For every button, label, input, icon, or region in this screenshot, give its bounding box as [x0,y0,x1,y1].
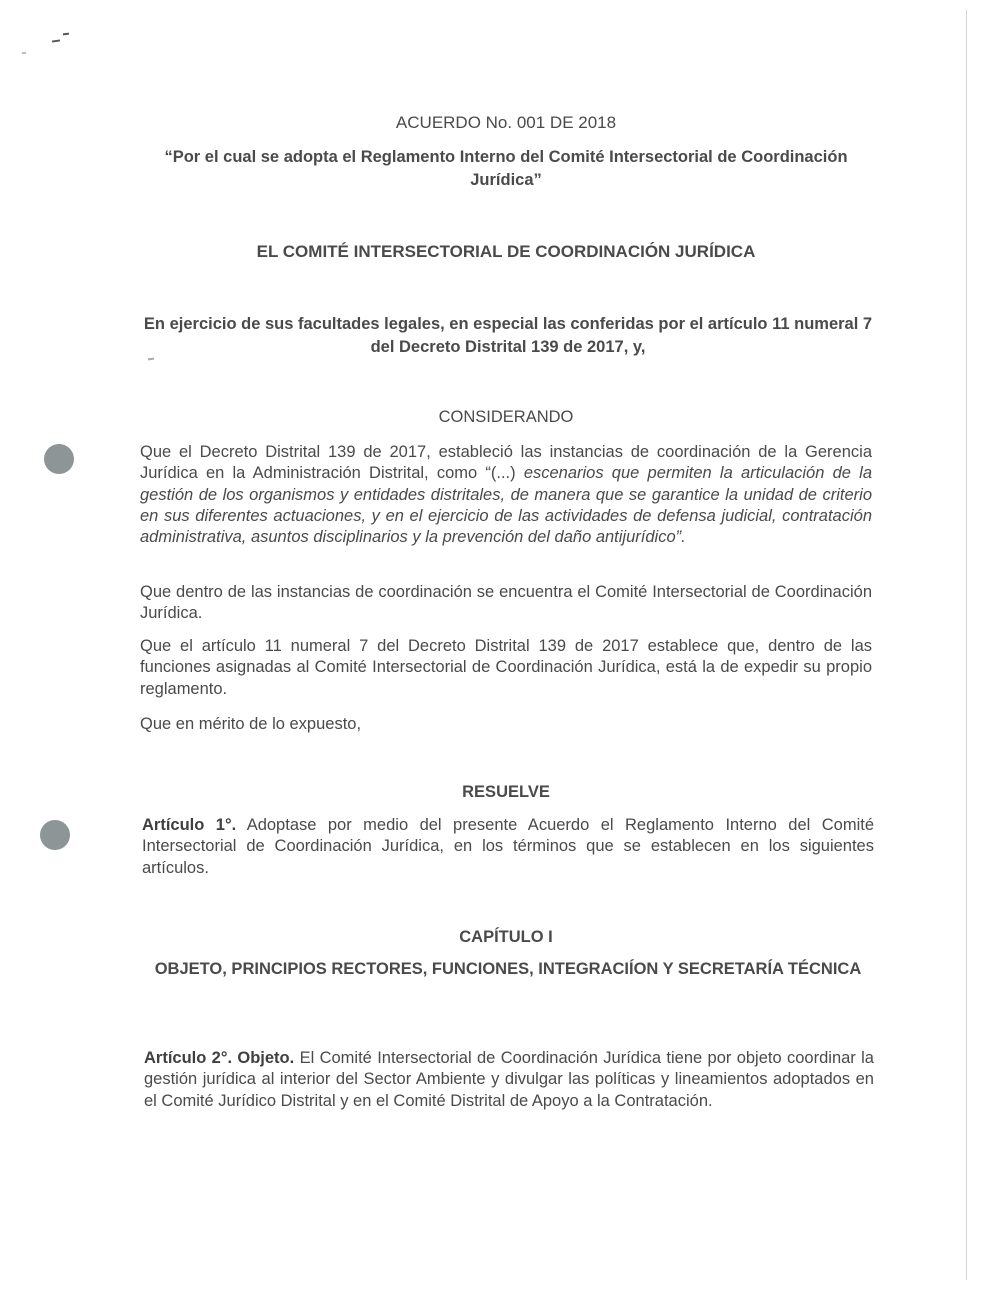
consideration-1-quote: escenarios que permiten la articulación de la gestión de los organismos y entidades distritales, de manera que se garantice la unidad de criterio en sus diferentes actuaciones, y en el ejercicio de las actividades de defensa judicial, contratación administrativa, asuntos disciplinarios y la prevención del daño antijurídico”. [140,464,872,547]
scan-mark [63,33,69,36]
scan-mark [52,39,60,42]
chapter-heading: CAPÍTULO I [459,928,553,946]
faculties-statement: En ejercicio de sus facultades legales, en especial las conferidas por el artículo 11 numeral 7 del Decreto Distrital 139 de 2017, y, [143,315,873,356]
consideration-paragraph-4: Que en mérito de lo expuesto, [140,715,362,733]
document-subtitle: “Por el cual se adopta el Reglamento Interno del Comité Intersectorial de Coordinación Jurídica” [164,148,848,189]
punch-hole [40,820,70,850]
page-edge-line [966,10,967,1280]
punch-hole [44,444,74,474]
document-title: ACUERDO No. 001 DE 2018 [395,113,617,132]
article-2-label: Artículo 2°. Objeto. [144,1049,295,1067]
article-2 [144,1048,874,1112]
chapter-title: OBJETO, PRINCIPIOS RECTORES, FUNCIONES, INTEGRACIÍON Y SECRETARÍA TÉCNICA [154,960,862,978]
consideration-paragraph-3: Que el artículo 11 numeral 7 del Decreto Distrital 139 de 2017 establece que, dentro de las funciones asignadas al Comité Intersectorial de Coordinación Jurídica, está la de expedir su propio reglamento. [140,637,872,698]
article-1-text: Adoptase por medio del presente Acuerdo el Reglamento Interno del Comité Intersectorial de Coordinación Jurídica, en los términos que se establecen en los siguientes artículos. [142,816,875,877]
consideration-1-text: Que el Decreto Distrital 139 de 2017, estableció las instancias de coordinación de la Gerencia Jurídica en la Administración Distrital, como “(...) [140,443,872,483]
article-1 [142,815,874,879]
article-1-label: Artículo 1°. [142,816,237,834]
resuelve-heading: RESUELVE [462,783,550,801]
consideration-paragraph-1 [140,442,872,548]
considerando-heading: CONSIDERANDO [438,408,574,426]
consideration-paragraph-2: Que dentro de las instancias de coordinación se encuentra el Comité Intersectorial de Coordinación Jurídica. [140,583,872,623]
scan-mark [22,52,26,55]
committee-heading: EL COMITÉ INTERSECTORIAL DE COORDINACIÓN JURÍDICA [256,242,756,261]
article-2-text: El Comité Intersectorial de Coordinación Jurídica tiene por objeto coordinar la gestión jurídica al interior del Sector Ambiente y divulgar las políticas y lineamientos adoptados en el Comité Jurídico Distrital y en el Comité Distrital de Apoyo a la Contratación. [144,1049,874,1110]
